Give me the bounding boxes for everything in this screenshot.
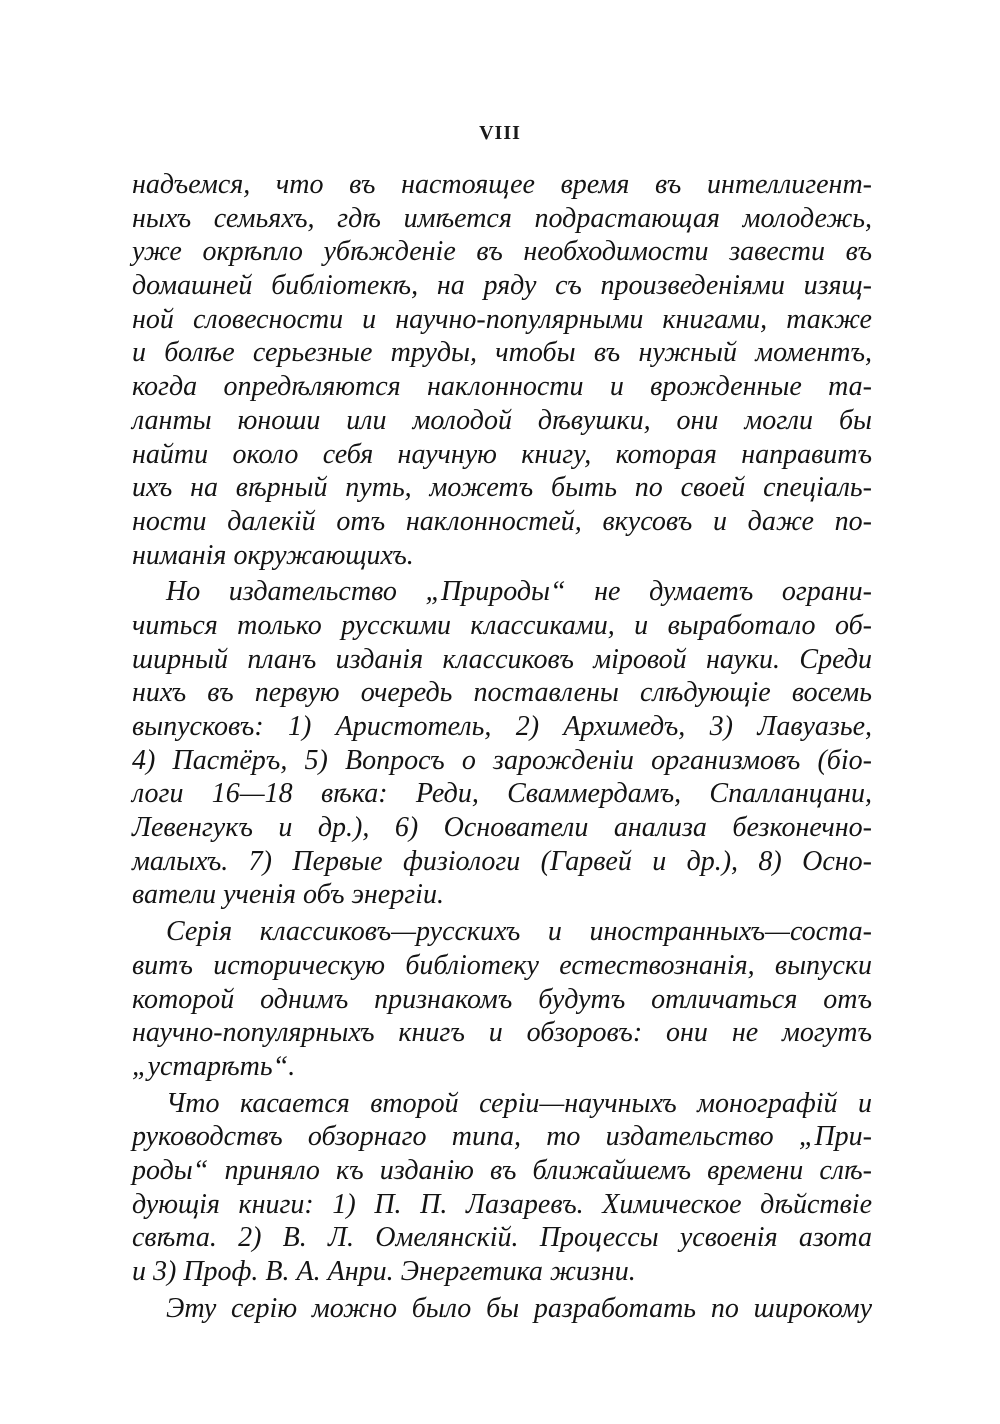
text-line: логи 16—18 вѣка: Реди, Сваммердамъ, Спалланцани, <box>132 778 872 810</box>
text-line: ниманія окружающихъ. <box>132 539 414 571</box>
text-line: 4) Пастёръ, 5) Вопросъ о зарожденіи организмовъ (біо- <box>132 744 872 776</box>
text-line: ширный планъ изданія классиковъ міровой науки. Среди <box>132 643 872 675</box>
text-line: свѣта. 2) В. Л. Омелянскій. Процессы усвоенія азота <box>132 1222 872 1254</box>
text-line: Что касается второй серіи—научныхъ монографій и <box>166 1087 872 1119</box>
text-line: надъемся, что въ настоящее время въ интеллигент- <box>132 169 872 200</box>
text-line: уже окрѣпло убѣжденіе въ необходимости завести въ <box>132 236 872 268</box>
paragraph-5 <box>132 1292 872 1326</box>
text-line: домашней библіотекѣ, на ряду съ произведеніями изящ- <box>132 270 872 302</box>
body-text <box>132 168 872 1325</box>
text-line: ныхъ семьяхъ, гдѣ имѣется подрастающая молодежь, <box>132 202 872 234</box>
text-line: которой однимъ признакомъ будутъ отличаться отъ <box>132 983 872 1015</box>
text-line: ности далекій отъ наклонностей, вкусовъ и даже по- <box>132 505 872 537</box>
text-line: ватели ученія объ энергіи. <box>132 879 444 911</box>
text-line: и 3) Проф. В. А. Анри. Энергетика жизни. <box>132 1256 636 1287</box>
text-line: Эту серію можно было бы разработать по широкому <box>166 1292 872 1324</box>
paragraph-3 <box>132 915 872 1083</box>
text-line: Левенгукъ и др.), 6) Основатели анализа безконечно- <box>132 812 872 844</box>
text-line: когда опредѣляются наклонности и врожденные та- <box>132 371 872 403</box>
text-line: ихъ на вѣрный путь, можетъ быть по своей спеціаль- <box>132 472 872 504</box>
page-number: VIII <box>479 122 521 144</box>
text-line: Но издательство „Природы“ не думаетъ ограни- <box>166 576 872 608</box>
text-line: „устарѣть“. <box>132 1050 296 1082</box>
text-line: нихъ въ первую очередь поставлены слѣдующіе восемь <box>132 677 872 709</box>
text-line: Серія классиковъ—русскихъ и иностранныхъ—соста- <box>166 916 872 948</box>
paragraph-2 <box>132 575 872 912</box>
text-line: и болѣе серьезные труды, чтобы въ нужный моментъ, <box>132 337 872 369</box>
paragraph-4 <box>132 1087 872 1289</box>
text-line: читься только русскими классиками, и выработало об- <box>132 609 872 641</box>
text-line: выпусковъ: 1) Аристотель, 2) Архимедъ, 3) Лавуазье, <box>132 711 872 742</box>
text-line: найти около себя научную книгу, которая направитъ <box>132 438 872 470</box>
text-line: научно-популярныхъ книгъ и обзоровъ: они не могутъ <box>132 1017 872 1049</box>
text-line: ланты юноши или молодой дѣвушки, они могли бы <box>132 404 872 436</box>
text-line: руководствъ обзорнаго типа, то издательство „При- <box>132 1121 872 1153</box>
text-line: малыхъ. 7) Первые физіологи (Гарвей и др.), 8) Осно- <box>132 845 872 877</box>
text-line: роды“ приняло къ изданію въ ближайшемъ времени слѣ- <box>132 1154 872 1186</box>
text-line: дующія книги: 1) П. П. Лазаревъ. Химическое дѣйствіе <box>132 1188 872 1220</box>
text-line: ной словесности и научно-популярными книгами, также <box>132 303 872 335</box>
text-line: витъ историческую библіотеку естествознанія, выпуски <box>132 949 872 981</box>
paragraph-1 <box>132 168 872 572</box>
